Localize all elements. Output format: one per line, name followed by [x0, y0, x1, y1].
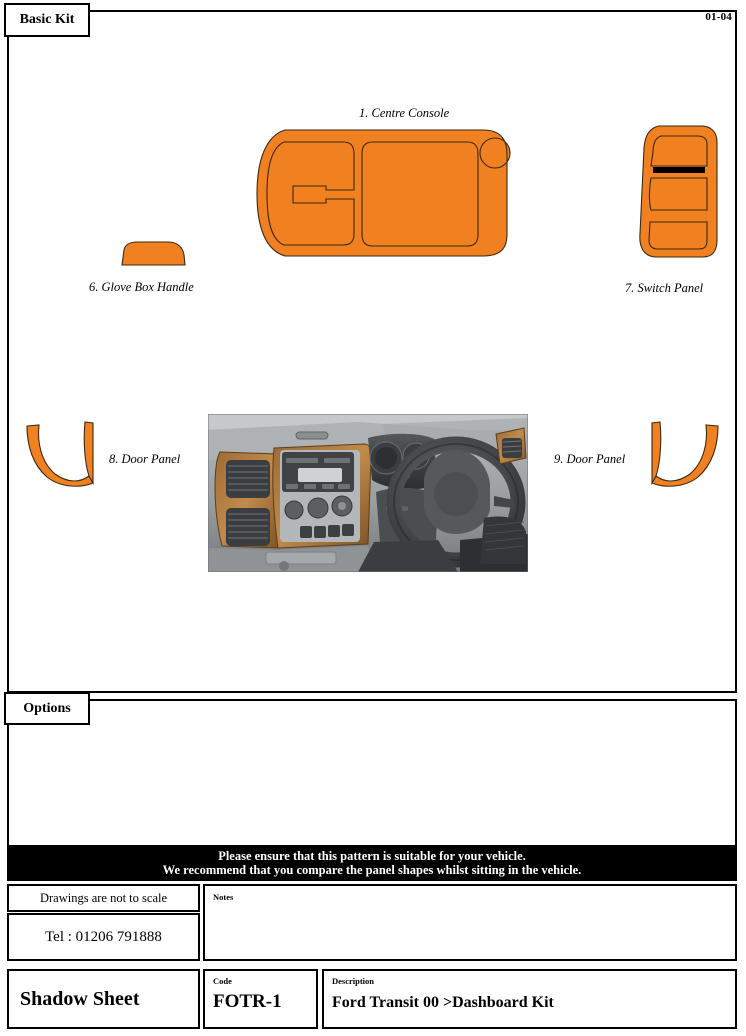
code-value: FOTR-1 [213, 991, 282, 1012]
description-box [322, 969, 737, 1029]
code-label: Code [213, 976, 232, 986]
dashboard-photo-render [208, 414, 528, 572]
date-code: 01-04 [705, 11, 732, 23]
sheet-title-box [7, 969, 200, 1029]
code-box [203, 969, 318, 1029]
options-label: Options [23, 700, 71, 716]
glove-box-handle-shape [120, 240, 190, 270]
part-label-door-panel-left: 8. Door Panel [109, 452, 181, 466]
centre-console-shape [255, 124, 523, 264]
warning-banner [7, 845, 737, 881]
notes-box[interactable] [203, 884, 737, 961]
notes-label: Notes [213, 892, 234, 902]
description-label: Description [332, 976, 375, 986]
options-tab [4, 692, 90, 725]
warning-line-1: Please ensure that this pattern is suitable for your vehicle. [218, 848, 526, 863]
part-label-centre-console: 1. Centre Console [359, 106, 450, 120]
options-area [7, 699, 737, 847]
sheet-title-text: Shadow Sheet [20, 987, 140, 1010]
dashboard-photo [208, 414, 528, 572]
part-label-door-panel-right: 9. Door Panel [554, 452, 626, 466]
basic-kit-tab [4, 3, 90, 37]
scale-note-box [7, 884, 200, 912]
switch-panel-slot [653, 167, 705, 173]
switch-panel-shape [637, 122, 725, 262]
warning-line-2: We recommend that you compare the panel shapes whilst sitting in the vehicle. [162, 863, 582, 877]
scale-note-text: Drawings are not to scale [39, 890, 168, 905]
door-panel-left-shape [25, 420, 97, 490]
telephone-text: Tel : 01206 791888 [45, 928, 162, 945]
telephone-box [7, 913, 200, 961]
description-value: Ford Transit 00 >Dashboard Kit [332, 994, 554, 1011]
door-panel-right-shape [648, 420, 720, 490]
part-label-switch-panel: 7. Switch Panel [625, 281, 704, 295]
part-label-glove-box-handle: 6. Glove Box Handle [89, 280, 194, 294]
basic-kit-label: Basic Kit [19, 12, 75, 27]
